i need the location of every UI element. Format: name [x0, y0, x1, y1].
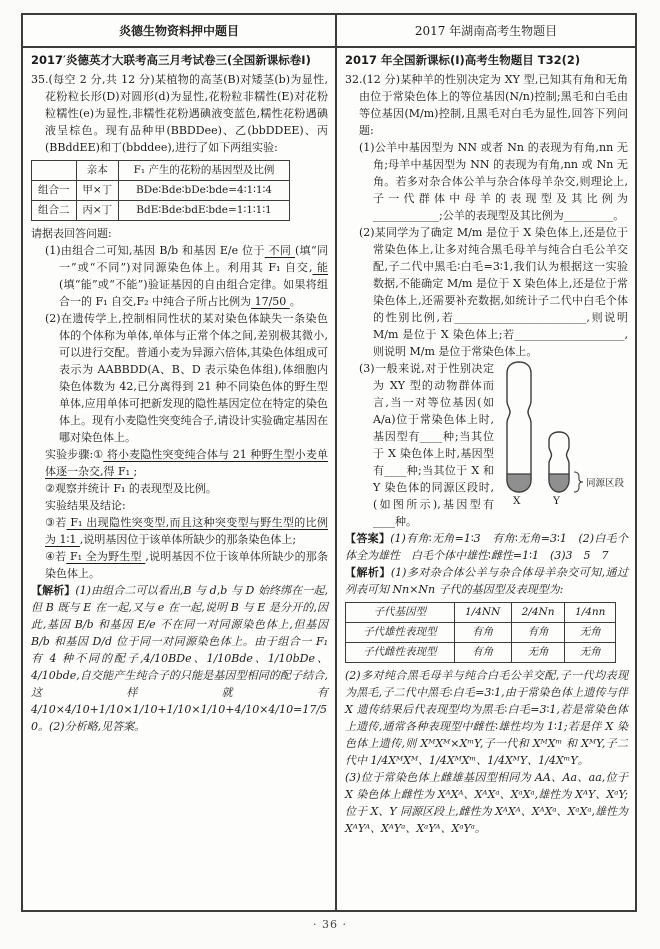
answer-blank: 将小麦隐性突变纯合体与 21 种野生型小麦单体逐一杂交,得 F₁ — [45, 448, 328, 478]
homologous-region-label: 同源区段 — [586, 478, 625, 489]
table-cell: 有角 — [511, 623, 565, 643]
x-chromosome-shape — [507, 362, 531, 492]
y-chromosome-label: Y — [553, 495, 560, 507]
step-2: ②观察并统计 F₁ 的表现型及比例。 — [45, 482, 217, 495]
table-cell: 1/4nn — [565, 603, 616, 623]
step-text: ; — [133, 465, 138, 478]
y-homologous-region — [549, 474, 569, 492]
item-text: (填“同一”或“不同”)对同源染色体上。利用其 F₁ 自交, — [59, 244, 328, 274]
question-35-item-1 — [45, 242, 328, 310]
table-cell: 有角 — [454, 643, 511, 663]
page-frame — [21, 13, 637, 912]
table-prompt: 请据表回答问题: — [31, 227, 112, 240]
table-row — [32, 181, 290, 201]
experiment-steps — [45, 446, 328, 582]
left-column — [23, 48, 337, 912]
two-column-body — [23, 48, 635, 912]
item-text: (1)由组合二可知,基因 B/b 和基因 E/e 位于 — [45, 244, 265, 257]
analysis-text: (1)由组合二可以看出,B 与 d,b 与 D 始终绑在一起,但 B 既与 E 在一起,又与 e 在一起,说明 B 与 E 是分开的,因此,基因 B/b 和基因 E/e 不在同一对同源染色体上,但基因 B/b 和基因 D/d 位于同一对同源染色体上。由于组合一 F₁ 有 4 种不同的配子,4/10BDe、1/10Bde、1/10bDe、4/10bde,自交能产生纯合子的只能是基因型相同的配子结合,这样就有 4/10×4/10+1/10×1/10+1/10×1/10+4/10×4/10=17/50。(2)分析略,见答案。 — [31, 584, 329, 733]
question-35-item-2: (2)在遗传学上,控制相同性状的某对染色体缺失一条染色体的个体称为单体,单体与正常个体之间,差别极其微小,可以进行交配。普通小麦为异源六倍体,其染色体组成可表示为 AABBDD(A、B、D 表示染色体组),体细胞内染色体数为 42,已分离得到 21 种不同染色体的野生型单体,应用单体可把新发现的隐性基因定位在特定的染色体上。现有小麦隐性突变纯合子,请设计实验确定基因在哪对染色体上。 — [45, 312, 328, 444]
table-cell: 无角 — [565, 643, 616, 663]
x-chromosome-label: X — [513, 495, 521, 507]
header-right-title: 2017 年湖南高考生物题目 — [414, 24, 558, 38]
left-analysis-block — [31, 582, 328, 735]
table-cell: 无角 — [511, 643, 565, 663]
table-cell: F₁ 产生的花粉的基因型及比例 — [119, 161, 290, 181]
question-35-intro: 35.(每空 2 分,共 12 分)某植物的高茎(B)对矮茎(b)为显性,花粉粒长形(D)对圆形(d)为显性,花粉粒非糯性(E)对花粉粒糯性(e)为显性,非糯性花粉遇碘液变蓝色,糯性花粉遇碘液呈棕色。现有品种甲(BBDDee)、乙(bbDDEE)、丙(BBddEE)和丁(bbddee),进行了如下两组实验: — [31, 73, 328, 154]
step-3 — [45, 514, 328, 548]
table-cell: 亲本 — [76, 161, 119, 181]
right-column — [337, 48, 635, 912]
answer-blank: 17/50 — [251, 295, 290, 308]
step-text: ③若 — [45, 516, 67, 529]
analysis-label: 【解析】 — [345, 566, 391, 579]
right-analysis-block-1 — [345, 564, 628, 598]
table-cell: 组合一 — [32, 181, 77, 201]
answer-block — [345, 530, 628, 564]
x-homologous-region — [507, 474, 531, 492]
table-cell: 丙×丁 — [76, 201, 119, 221]
step-text: ④若 — [45, 550, 67, 563]
right-section-title: 2017 年全国新课标(Ⅰ)高考生物题目 T32(2) — [345, 53, 581, 67]
left-section-title: 2017′炎德英才大联考高三月考试卷三(全国新课标卷Ⅰ) — [31, 53, 311, 67]
answer-text: (1)有角∶无角=1∶3 有角∶无角=3∶1 (2)白毛个体全为雄性 白毛个体中雄性∶雌性=1∶1 (3)3 5 7 — [345, 532, 628, 562]
answer-label: 【答案】 — [345, 532, 391, 545]
step-text: ,说明基因位于该单体所缺少的那条染色体上; — [79, 533, 297, 546]
question-32-item-2: (2)某同学为了确定 M/m 是位于 X 染色体上,还是位于常染色体上,让多对纯合黑毛母羊与纯合白毛公羊交配,子二代中黑毛∶白毛=3∶1,我们认为根据这一实验数据,不能确定 M/m 是位于 X 染色体上,还是位于常染色体上,还需要补充数据,如统计子二代中白毛个体的性别比例,若________________________,则说明 M/m 是位于 X 染色体上;若____________________,则说明 M/m 是位于常染色体上。 — [359, 226, 628, 358]
step-4 — [45, 548, 328, 582]
right-analysis-block-3: (3)位于常染色体上雌雄基因型相同为 AA、Aa、aa,位于 X 染色体上雌性为 XᴬXᴬ、XᴬXᵃ、XᵃXᵃ,雄性为 XᴬY、XᵃY;位于 X、Y 同源区段上,雌性为 XᴬXᴬ、XᴬXᵃ、XᵃXᵃ,雄性为 XᴬYᴬ、XᴬYᵃ、XᵃYᴬ、XᵃYᵃ。 — [345, 771, 628, 835]
header-left-title: 炎德生物资料押中题目 — [23, 15, 337, 46]
question-32-intro: 32.(12 分)某种羊的性别决定为 XY 型,已知其有角和无角由位于常染色体上的等位基因(N/n)控制;黑毛和白毛由等位基因(M/m)控制,且黑毛对白毛为显性,回答下列问题: — [345, 73, 628, 137]
table-cell: 2/4Nn — [511, 603, 565, 623]
item-text: (填“能”或“不能”)验证基因的自由组合定律。如果将组合一的 F₁ 自交,F₂ 中纯合子所占比例为 — [59, 278, 328, 308]
table-cell: 组合二 — [32, 201, 77, 221]
item-text: (3)一般来说,对于性别决定为 XY 型的动物群体而言,当一对等位基因(如 A/a)位于常染色体上时,基因型有____种;当其位于 X 染色体上时,基因型有____种;当其位于 X 和 Y 染色体的同源区段时,(如图所示),基因型有____种。 — [359, 362, 494, 528]
table-cell: 子代雄性表现型 — [346, 623, 455, 643]
table-header-row — [32, 161, 290, 181]
analysis-label: 【解析】 — [31, 584, 76, 597]
table-row — [346, 643, 616, 663]
cross-combination-table — [31, 160, 290, 221]
page-header — [23, 15, 635, 48]
right-analysis-block-2: (2)多对纯合黑毛母羊与纯合白毛公羊交配,子一代均表现为黑毛,子二代中黑毛∶白毛=3∶1,由于常染色体上遗传与伴 X 遗传结果后代表现型均为黑毛∶白毛=3∶1,若是常染色体上遗传,通常各种表现型中雌性∶雄性均为 1∶1;若是伴 X 染色体上遗传,则 XᴹXᴹ×XᵐY,子一代和 XᴹXᵐ 和 XᴹY,子二代中 1/4XᴹXᴹ、1/4XᴹXᵐ、1/4XᴹY、1/4XᵐY。 — [345, 669, 628, 767]
answer-blank: 不同 — [264, 244, 296, 257]
step-text: ,说明基因不位于该单体所缺少的那条染色体上。 — [45, 550, 328, 580]
question-32-item-3 — [359, 360, 628, 530]
analysis-text: (1)多对杂合体公羊与杂合体母羊杂交可知,通过列表可知 Nn×Nn 子代的基因型及表现型为: — [345, 566, 629, 596]
table-row — [346, 623, 616, 643]
offspring-genotype-table — [345, 602, 616, 663]
table-cell: 有角 — [454, 623, 511, 643]
table-cell — [32, 161, 77, 181]
table-row — [346, 603, 616, 623]
chromosome-figure — [498, 360, 628, 512]
table-cell: 子代基因型 — [346, 603, 455, 623]
table-cell: BDe∶Bde∶bDe∶bde=4∶1∶1∶4 — [119, 181, 290, 201]
table-cell: 子代雌性表现型 — [346, 643, 455, 663]
answer-blank: 能 — [312, 261, 329, 274]
answer-blank: F₁ 全为野生型 — [66, 550, 146, 563]
answer-blank: F₁ 出现隐性突变型,而且这种突变型与野生型的比例为 1∶1 — [45, 516, 328, 546]
table-cell: BdE∶Bde∶bdE∶bde=1∶1∶1∶1 — [119, 201, 290, 221]
table-cell: 甲×丁 — [76, 181, 119, 201]
item-text: 。 — [289, 295, 301, 308]
results-label: 实验结果及结论: — [45, 499, 126, 512]
question-32-item-1: (1)公羊中基因型为 NN 或者 Nn 的表现为有角,nn 无角;母羊中基因型为 NN 的表现为有角,nn 或 Nn 无角。若多对杂合体公羊与杂合体母羊杂交,则理论上,子一代群体中母羊的表现型及其比例为____________;公羊的表现型及其比例为_________。 — [359, 141, 628, 222]
page-number: · 36 · — [313, 918, 347, 931]
brace-icon — [574, 472, 583, 492]
table-cell: 1/4NN — [454, 603, 511, 623]
step-text: 实验步骤:① — [45, 448, 104, 461]
step-1 — [45, 446, 328, 480]
table-row — [32, 201, 290, 221]
table-cell: 无角 — [565, 623, 616, 643]
